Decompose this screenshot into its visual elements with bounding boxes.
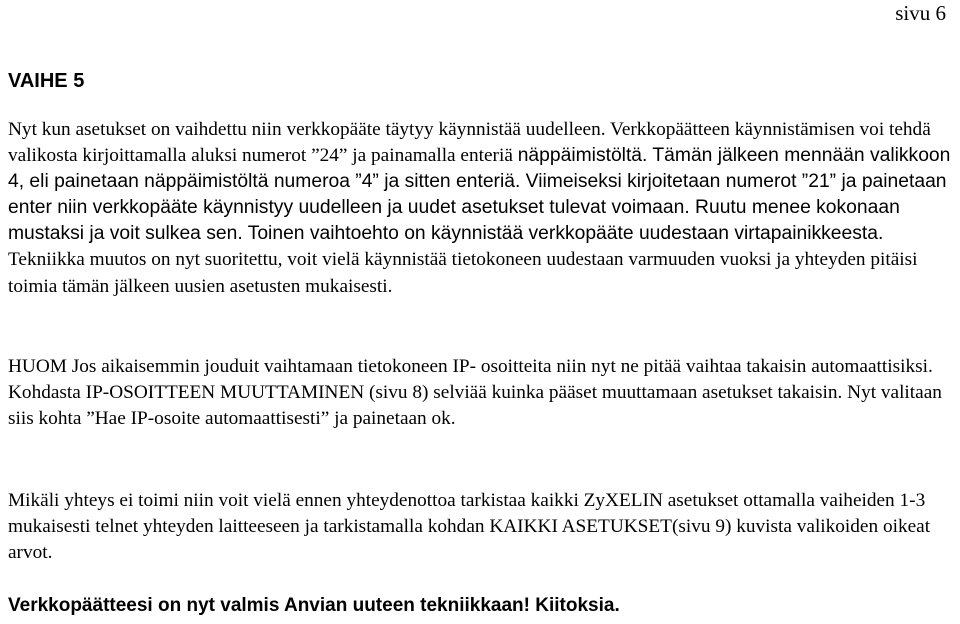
page-number: sivu 6 — [895, 1, 946, 25]
closing-statement: Verkkopäätteesi on nyt valmis Anvian uuteen tekniikkaan! Kiitoksia. — [8, 595, 620, 616]
paragraph-text: Tekniikka muutos on nyt suoritettu, voit vielä käynnistää tietokoneen uudestaan varmuuden vuoksi ja yhteyden pitäisi toimia tämän jälkeen uusien asetusten mukaisesti. — [8, 249, 918, 297]
paragraph-restart-instructions — [8, 117, 958, 300]
paragraph-ip-note: HUOM Jos aikaisemmin jouduit vaihtamaan tietokoneen IP- osoitteita niin nyt ne pitää vaihtaa takaisin automaattisiksi. Kohdasta IP-OSOITTEEN MUUTTAMINEN (sivu 8) selviää kuinka pääset muuttamaan asetukset takaisin. Nyt valitaan siis kohta ”Hae IP-osoite automaattisesti” ja painetaan ok. — [8, 356, 942, 430]
paragraph-text-sans: näppäimistöltä. Tämän jälkeen mennään valikkoon 4, eli painetaan näppäimistöltä numeroa ”4” ja sitten enteriä. Viimeiseksi kirjoitetaan numerot ”21” ja painetaan enter niin verkkopääte käynnistyy uudelleen ja uudet asetukset tulevat voimaan. Ruutu menee kokonaan mustaksi ja voit sulkea sen. Toinen vaihtoehto on käynnistää verkkopääte uudestaan virtapainikkeesta. — [8, 145, 951, 245]
section-heading: VAIHE 5 — [8, 70, 85, 92]
paragraph-troubleshooting: Mikäli yhteys ei toimi niin voit vielä ennen yhteydenottoa tarkistaa kaikki ZyXELIN asetukset ottamalla vaiheiden 1-3 mukaisesti telnet yhteyden laitteeseen ja tarkistamalla kohdan KAIKKI ASETUKSET(sivu 9) kuvista valikoiden oikeat arvot. — [8, 490, 931, 564]
paragraph-text: Nyt kun asetukset on vaihdettu niin verkkopääte täytyy käynnistää uudelleen. Verkkopäätteen käynnistämisen voi tehdä valikosta kirjoittamalla aluksi numerot ”24” ja painamalla enteriä — [8, 119, 931, 167]
